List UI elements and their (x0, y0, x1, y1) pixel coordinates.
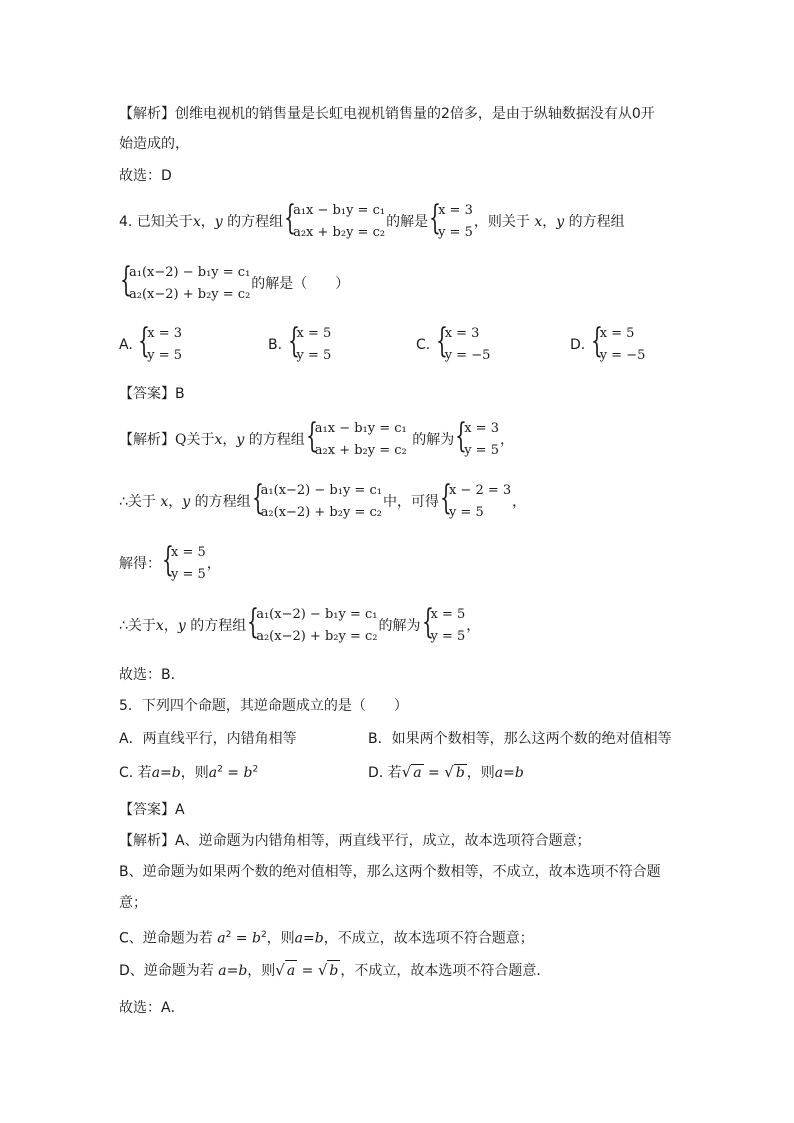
answer-4: 【答案】B (119, 386, 185, 402)
analysis-5-line-5: D、逆命题为若 a=b，则√ a = √ b ，不成立，故本选项不符合题意． (119, 961, 551, 979)
equation-system: { a₁x − b₁y = c₁ a₂x + b₂y = c₂ (284, 198, 386, 240)
analysis-5-line-1: 【解析】A、逆命题为内错角相等，两直线平行，成立，故本选项符合题意； (119, 833, 591, 849)
choose-3: 故选：D (119, 168, 172, 184)
analysis-5-line-3: 意； (119, 895, 147, 911)
analysis-4-line-4: ∴关于x，y 的方程组 { a₁(x−2) − b₁y = c₁ a₂(x−2) + b₂y = c₂ 的解为 { x = 5 y = 5 ， (119, 602, 481, 644)
analysis-5-line-4: C、逆命题为若 $a^2 = b^2$，则a=b，不成立，故本选项不符合题意； (119, 930, 534, 947)
analysis-3-line-2: 始造成的， (119, 136, 189, 152)
option-b: B. { x = 5 y = 5 (268, 321, 332, 363)
option-a: A. { x = 3 y = 5 (119, 321, 183, 363)
question-4-stem: 4. 已知关于x，y 的方程组 { a₁x − b₁y = c₁ a₂x + b₂y = c₂ 的解是 { x = 3 y = 5 ，则关于 x，y 的方程组 (119, 200, 625, 244)
question-5-stem: 5．下列四个命题，其逆命题成立的是（ ） (119, 698, 408, 714)
option-5b: B．如果两个数相等，那么这两个数的绝对值相等 (368, 731, 672, 747)
analysis-3-line-1: 【解析】创维电视机的销售量是长虹电视机销售量的2倍多，是由于纵轴数据没有从0开 (119, 106, 655, 122)
option-5a: A．两直线平行，内错角相等 (119, 731, 297, 747)
equation-system-shifted: { a₁(x−2) − b₁y = c₁ a₂(x−2) + b₂y = c₂ (120, 260, 251, 302)
solution-system: { x = 3 y = 5 (429, 198, 473, 240)
analysis-4-line-3: 解得： { x = 5 y = 5 ， (119, 540, 221, 582)
choose-4: 故选：B． (119, 667, 185, 683)
option-d: D. { x = 5 y = −5 (570, 321, 646, 363)
choose-5: 故选：A． (119, 1000, 185, 1016)
question-4-stem-2: { a₁(x−2) − b₁y = c₁ a₂(x−2) + b₂y = c₂ 的解是（ ） (119, 262, 349, 306)
analysis-4-line-1: 【解析】Q关于x，y 的方程组 { a₁x − b₁y = c₁ a₂x + b₂y = c₂ 的解为 { x = 3 y = 5 ， (119, 416, 514, 458)
answer-5: 【答案】A (119, 802, 185, 818)
option-5d: D. 若√ a = √ b ，则a=b (368, 763, 524, 781)
analysis-5-line-2: B、逆命题为如果两个数的绝对值相等，那么这两个数相等，不成立，故本选项不符合题 (119, 864, 661, 880)
option-c: C. { x = 3 y = −5 (416, 321, 491, 363)
analysis-4-line-2: ∴关于 x，y 的方程组 { a₁(x−2) − b₁y = c₁ a₂(x−2) + b₂y = c₂ 中，可得 { x − 2 = 3 y = 5 ， (119, 478, 527, 520)
option-5c: C. 若a=b，则$a^2 = b^2$ (119, 764, 259, 781)
